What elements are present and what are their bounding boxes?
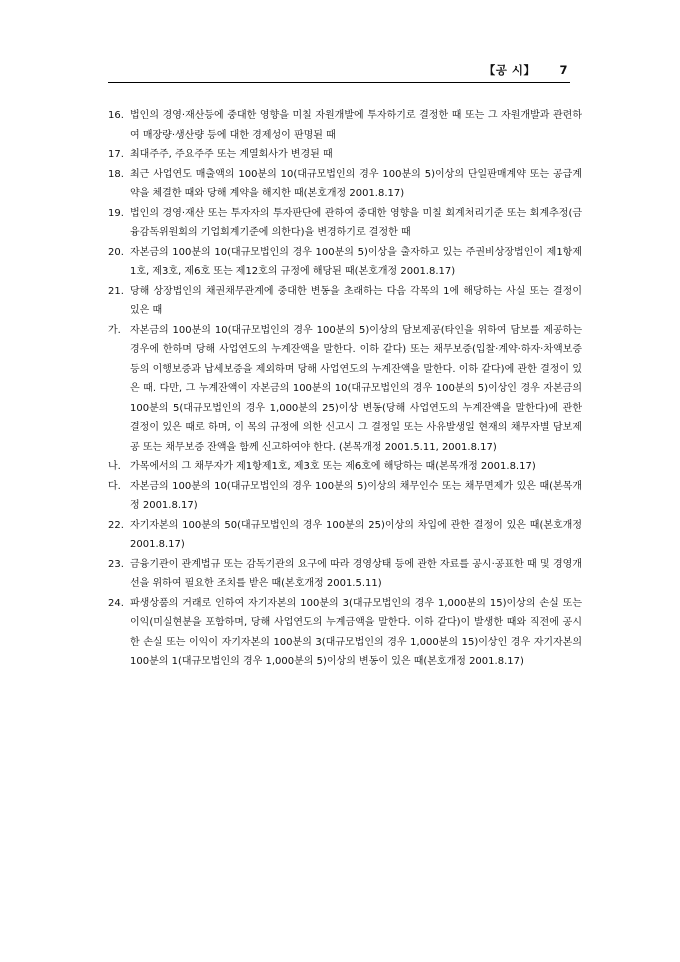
clause-text: 가목에서의 그 채무자가 제1항제1호, 제3호 또는 제6호에 해당하는 때(본목개정 2001.8.17) <box>130 461 536 472</box>
clause-text: 자본금의 100분의 10(대규모법인의 경우 100분의 5)이상의 채무인수 또는 채무면제가 있은 때(본목개정 2001.8.17) <box>130 480 582 511</box>
page-header <box>484 62 568 78</box>
clause-item: 22. 자기자본의 100분의 50(대규모법인의 경우 100분의 25)이상의 차입에 관한 결정이 있은 때(본호개정 2001.8.17) <box>108 516 582 555</box>
section-label: 【공 시】 <box>483 63 536 77</box>
clause-text: 자기자본의 100분의 50(대규모법인의 경우 100분의 25)이상의 차입에 관한 결정이 있은 때(본호개정 2001.8.17) <box>130 519 582 550</box>
page-number: 7 <box>559 63 568 77</box>
clause-text: 금융기관이 관계법규 또는 감독기관의 요구에 따라 경영상태 등에 관한 자료를 공시·공표한 때 및 경영개선을 위하여 필요한 조치를 받은 때(본호개정 2001.5.11) <box>130 558 582 589</box>
sub-clause-item: 나. 가목에서의 그 채무자가 제1항제1호, 제3호 또는 제6호에 해당하는 때(본목개정 2001.8.17) <box>108 457 582 477</box>
clause-text: 자본금의 100분의 10(대규모법인의 경우 100분의 5)이상의 담보제공(타인을 위하여 담보를 제공하는 경우에 한하며 당해 사업연도의 누계잔액을 말한다. 이하 같다) 또는 채무보증(입찰·계약·하자·차액보증 등의 이행보증과 납세보증을 제외하며 당해 사업연도의 누계잔액을 말한다. 이하 같다)에 관한 결정이 있은 때. 다만, 그 누계잔액이 자본금의 100분의 10(대규모법인의 경우 100분의 5)이상인 경우 자본금의 100분의 5(대규모법인의 경우 1,000분의 25)이상 변동(당해 사업연도의 누계잔액을 말한다)에 관한 결정이 있은 때로 하며, 이 목의 규정에 의한 신고시 그 결정일 또는 사유발생일 현재의 채무자별 담보제공 또는 채무보증 잔액을 함께 신고하여야 한다. (본목개정 2001.5.11, 2001.8.17) <box>130 324 582 453</box>
clause-item: 21. 당해 상장법인의 채권채무관계에 중대한 변동을 초래하는 다음 각목의 1에 해당하는 사실 또는 결정이 있은 때 <box>108 282 582 321</box>
clause-text: 법인의 경영·재산등에 중대한 영향을 미칠 자원개발에 투자하기로 결정한 때 또는 그 자원개발과 관련하여 매장량·생산량 등에 대한 경제성이 판명된 때 <box>130 110 582 141</box>
clause-item: 16. 법인의 경영·재산등에 중대한 영향을 미칠 자원개발에 투자하기로 결정한 때 또는 그 자원개발과 관련하여 매장량·생산량 등에 대한 경제성이 판명된 때 <box>108 106 582 145</box>
clause-text: 자본금의 100분의 10(대규모법인의 경우 100분의 5)이상을 출자하고 있는 주권비상장법인이 제1항제1호, 제3호, 제6호 또는 제12호의 규정에 해당된 때(본호개정 2001.8.17) <box>130 246 582 277</box>
clause-text: 최근 사업연도 매출액의 100분의 10(대규모법인의 경우 100분의 5)이상의 단일판매계약 또는 공급계약을 체결한 때와 당해 계약을 해지한 때(본호개정 2001.8.17) <box>130 168 582 199</box>
clause-item: 23. 금융기관이 관계법규 또는 감독기관의 요구에 따라 경영상태 등에 관한 자료를 공시·공표한 때 및 경영개선을 위하여 필요한 조치를 받은 때(본호개정 2001.5.11) <box>108 555 582 594</box>
clause-item: 18. 최근 사업연도 매출액의 100분의 10(대규모법인의 경우 100분의 5)이상의 단일판매계약 또는 공급계약을 체결한 때와 당해 계약을 해지한 때(본호개정 2001.8.17) <box>108 165 582 204</box>
header-rule <box>108 82 570 83</box>
document-body <box>108 106 582 672</box>
clause-item: 24. 파생상품의 거래로 인하여 자기자본의 100분의 3(대규모법인의 경우 1,000분의 15)이상의 손실 또는 이익(미실현분을 포함하며, 당해 사업연도의 누계금액을 말한다. 이하 같다)이 발생한 때와 직전에 공시한 손실 또는 이익이 자기자본의 100분의 3(대규모법인의 경우 1,000분의 15)이상인 경우 자기자본의 100분의 1(대규모법인의 경우 1,000분의 5)이상의 변동이 있은 때(본호개정 2001.8.17) <box>108 594 582 672</box>
clause-item: 17. 최대주주, 주요주주 또는 계열회사가 변경된 때 <box>108 145 582 165</box>
clause-item: 20. 자본금의 100분의 10(대규모법인의 경우 100분의 5)이상을 출자하고 있는 주권비상장법인이 제1항제1호, 제3호, 제6호 또는 제12호의 규정에 해당된 때(본호개정 2001.8.17) <box>108 243 582 282</box>
clause-text: 최대주주, 주요주주 또는 계열회사가 변경된 때 <box>130 149 333 160</box>
clause-text: 법인의 경영·재산 또는 투자자의 투자판단에 관하여 중대한 영향을 미칠 회계처리기준 또는 회계추정(금융감독위원회의 기업회계기준에 의한다)을 변경하기로 결정한 때 <box>130 207 582 238</box>
sub-clause-item: 다. 자본금의 100분의 10(대규모법인의 경우 100분의 5)이상의 채무인수 또는 채무면제가 있은 때(본목개정 2001.8.17) <box>108 477 582 516</box>
clause-text: 파생상품의 거래로 인하여 자기자본의 100분의 3(대규모법인의 경우 1,000분의 15)이상의 손실 또는 이익(미실현분을 포함하며, 당해 사업연도의 누계금액을 말한다. 이하 같다)이 발생한 때와 직전에 공시한 손실 또는 이익이 자기자본의 100분의 3(대규모법인의 경우 1,000분의 15)이상인 경우 자기자본의 100분의 1(대규모법인의 경우 1,000분의 5)이상의 변동이 있은 때(본호개정 2001.8.17) <box>130 597 582 667</box>
clause-text: 당해 상장법인의 채권채무관계에 중대한 변동을 초래하는 다음 각목의 1에 해당하는 사실 또는 결정이 있은 때 <box>130 285 582 316</box>
sub-clause-item: 가. 자본금의 100분의 10(대규모법인의 경우 100분의 5)이상의 담보제공(타인을 위하여 담보를 제공하는 경우에 한하며 당해 사업연도의 누계잔액을 말한다. 이하 같다) 또는 채무보증(입찰·계약·하자·차액보증 등의 이행보증과 납세보증을 제외하며 당해 사업연도의 누계잔액을 말한다. 이하 같다)에 관한 결정이 있은 때. 다만, 그 누계잔액이 자본금의 100분의 10(대규모법인의 경우 100분의 5)이상인 경우 자본금의 100분의 5(대규모법인의 경우 1,000분의 25)이상 변동(당해 사업연도의 누계잔액을 말한다)에 관한 결정이 있은 때로 하며, 이 목의 규정에 의한 신고시 그 결정일 또는 사유발생일 현재의 채무자별 담보제공 또는 채무보증 잔액을 함께 신고하여야 한다. (본목개정 2001.5.11, 2001.8.17) <box>108 321 582 458</box>
clause-item: 19. 법인의 경영·재산 또는 투자자의 투자판단에 관하여 중대한 영향을 미칠 회계처리기준 또는 회계추정(금융감독위원회의 기업회계기준에 의한다)을 변경하기로 결정한 때 <box>108 204 582 243</box>
